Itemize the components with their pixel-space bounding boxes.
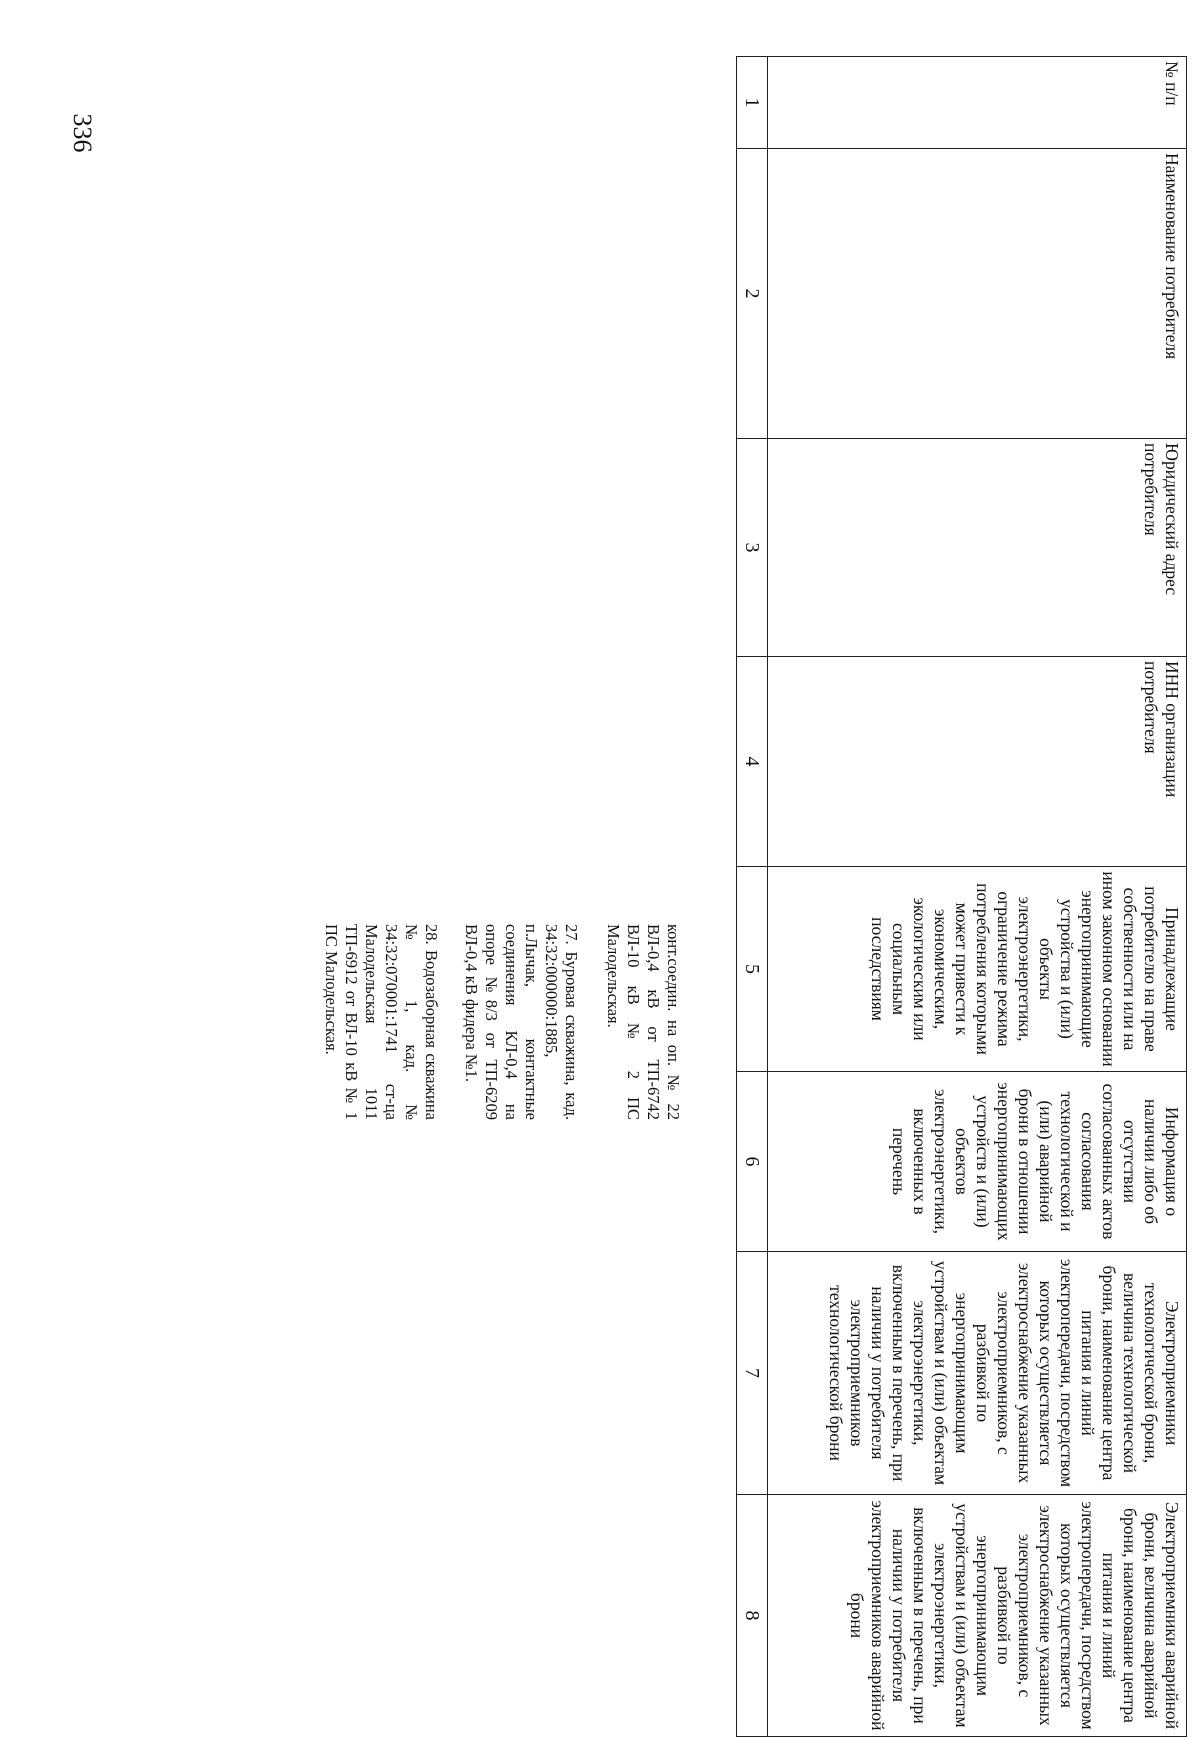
header-cell: Информация о наличии либо об отсутствии согласованных актов согласования технологической и (или) аварийной брони в отношении энергопринимающих устройств и (или) объектов электроэнергетики, включенных в перечень: [768, 1072, 1187, 1252]
header-cell: № п/п: [768, 57, 1187, 149]
header-cell: Наименование потребителя: [768, 149, 1187, 439]
list-item: 28. Водозаборная скважина № 1, кад. № 34:32:070001:1741 ст-ца Малодельская 1011 ТП-6912 от ВЛ-10 кВ № 1 ПС Малодельская.: [322, 924, 441, 1120]
column-number: 4: [737, 657, 768, 867]
header-cell: ИНН организации потребителя: [768, 657, 1187, 867]
header-cell: Электроприемники аварийной брони, величина аварийной брони, наименование центра питания и линий электропередачи, посредством которых осуществляется электроснабжение указанных электроприемников, с разбивкой по энергопринимающим устройствам и (или) объектам электроэнергетики, включенным в перечень, при наличии у потребителя электроприемников аварийной брони: [768, 1495, 1187, 1737]
list-item: конт.соедин. на оп. № 22 ВЛ-0,4 кВ от ТП-6742 ВЛ-10 кВ № 2 ПС Малодельская.: [604, 924, 683, 1120]
column-number: 2: [737, 149, 768, 439]
column-number: 3: [737, 439, 768, 657]
column-number: 1: [737, 57, 768, 149]
header-cell: Электроприемники технологической брони, величина технологической брони, наименование центра питания и линий электропередачи, посредством которых осуществляется электроснабжение указанных электроприемников, с разбивкой по энергопринимающим устройствам и (или) объектам электроэнергетики, включенным в перечень, при наличии у потребителя электроприемников технологической брони: [768, 1252, 1187, 1495]
column-number: 6: [737, 1072, 768, 1252]
column-number: 5: [737, 867, 768, 1072]
consumer-table: [736, 56, 1187, 1737]
column-5-entries: [301, 924, 683, 1120]
header-cell: Юридический адрес потребителя: [768, 439, 1187, 657]
column-number: 8: [737, 1495, 768, 1737]
table-header-row: [768, 57, 1187, 1737]
column-number: 7: [737, 1252, 768, 1495]
column-number-row: [737, 57, 768, 1737]
rotated-page-content: [77, 56, 1187, 1736]
header-cell: Принадлежащие потребителю на праве собственности или на ином законном основании энергопринимающие устройства и (или) объекты электроэнергетики, ограничение режима потребления которыми может привести к экономическим, экологическим или социальным последствиям: [768, 867, 1187, 1072]
list-item: 27. Буровая скважина, кад. 34:32:000000:1885, п.Лычак, контактные соединения КЛ-0,4 на опоре №8/3 от ТП-6209 ВЛ-0,4 кВ фидера №1.: [462, 924, 581, 1120]
page-number: 336: [68, 113, 97, 153]
